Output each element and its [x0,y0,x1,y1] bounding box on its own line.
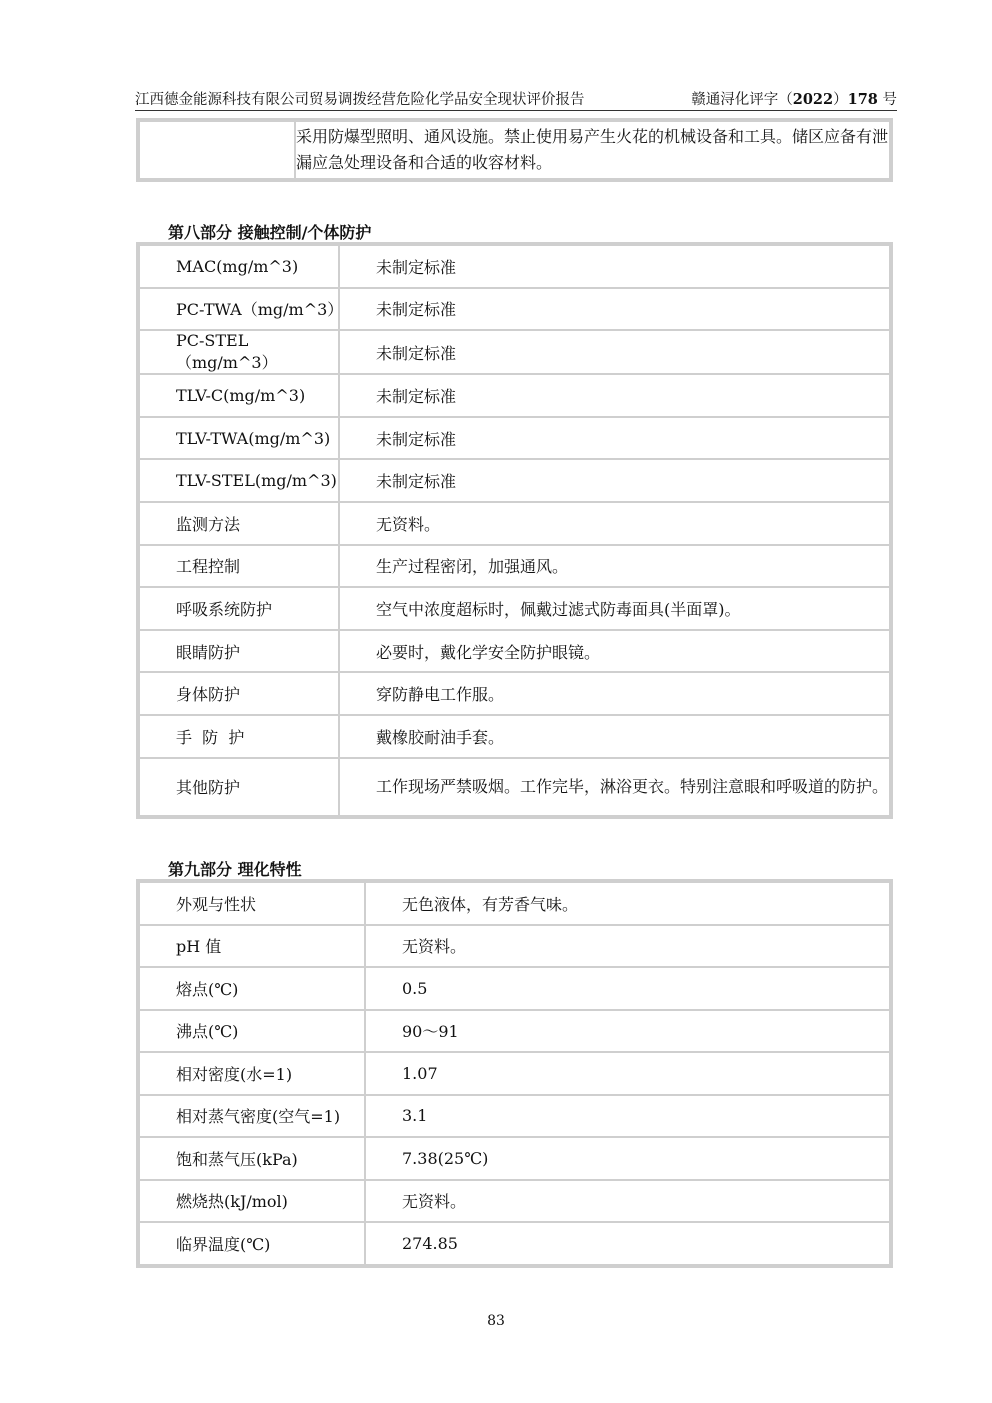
table-cell-value: 空气中浓度超标时，佩戴过滤式防毒面具(半面罩)。 [339,587,890,630]
table-cell-value: 未制定标准 [339,459,890,502]
page-header [135,86,897,111]
table-cell-value: 必要时，戴化学安全防护眼镜。 [339,630,890,673]
table-cell-key: 外观与性状 [139,882,365,925]
table-cell-key: PC-STEL（mg/m^3） [139,330,339,374]
table-row [139,1137,890,1180]
table-row [139,630,890,673]
table-cell-value: 0.5 [365,967,890,1010]
table-cell-key: PC-TWA（mg/m^3） [139,288,339,331]
table-cell-key: 临界温度(℃) [139,1222,365,1265]
table-row [139,121,890,179]
table-cell-value: 274.85 [365,1222,890,1265]
header-report-number: 赣通浔化评字（2022）178 号 [691,91,897,108]
table-cell-value: 1.07 [365,1052,890,1095]
table-row [139,1052,890,1095]
table-row [139,882,890,925]
table-cell-value: 未制定标准 [339,374,890,417]
table-cell-key: 沸点(℃) [139,1010,365,1053]
table-cell-key: TLV-TWA(mg/m^3) [139,417,339,460]
table-cell-value: 无资料。 [365,1180,890,1223]
table-cell-key: TLV-STEL(mg/m^3) [139,459,339,502]
table-cell-key: 监测方法 [139,502,339,545]
table-cell-key: 工程控制 [139,545,339,588]
table-row [139,1095,890,1138]
table-row [139,1180,890,1223]
table-cell-value: 未制定标准 [339,417,890,460]
table-cell-value: 戴橡胶耐油手套。 [339,715,890,758]
table-row [139,925,890,968]
table-cell-value: 无色液体，有芳香气味。 [365,882,890,925]
table-cell-value: 未制定标准 [339,330,890,374]
table-row [139,587,890,630]
table-cell-key: 饱和蒸气压(kPa) [139,1137,365,1180]
table-cell-value: 生产过程密闭，加强通风。 [339,545,890,588]
table-cell-key: MAC(mg/m^3) [139,245,339,288]
table-row [139,459,890,502]
table-cell-key [139,121,295,179]
table-row [139,1010,890,1053]
table-cell-value: 穿防静电工作服。 [339,672,890,715]
table-cell-value: 3.1 [365,1095,890,1138]
table-row [139,545,890,588]
table-cell-key: 呼吸系统防护 [139,587,339,630]
table-cell-key: 身体防护 [139,672,339,715]
table-row [139,245,890,288]
section-9-title: 第九部分 理化特性 [168,860,302,879]
header-report-title: 江西德金能源科技有限公司贸易调拨经营危险化学品安全现状评价报告 [135,92,585,108]
exposure-control-table [136,242,893,819]
table-cell-key: TLV-C(mg/m^3) [139,374,339,417]
table-cell-value: 工作现场严禁吸烟。工作完毕，淋浴更衣。特别注意眼和呼吸道的防护。 [339,758,890,816]
table-cell-value: 7.38(25℃) [365,1137,890,1180]
table-row [139,672,890,715]
table-row [139,967,890,1010]
table-row [139,1222,890,1265]
table-cell-key: 其他防护 [139,758,339,816]
physical-properties-table [136,879,893,1268]
table-cell-value: 无资料。 [365,925,890,968]
table-row [139,374,890,417]
table-cell-key: pH 值 [139,925,365,968]
table-cell-value: 采用防爆型照明、通风设施。禁止使用易产生火花的机械设备和工具。储区应备有泄漏应急处理设备和合适的收容材料。 [295,121,890,179]
table-cell-value: 无资料。 [339,502,890,545]
page-number: 83 [487,1313,505,1329]
table-cell-key: 燃烧热(kJ/mol) [139,1180,365,1223]
table-cell-key: 熔点(℃) [139,967,365,1010]
table-cell-key: 相对密度(水=1) [139,1052,365,1095]
table-cell-key: 相对蒸气密度(空气=1) [139,1095,365,1138]
section-8-title: 第八部分 接触控制/个体防护 [168,223,372,242]
table-row [139,330,890,374]
table-cell-key: 眼睛防护 [139,630,339,673]
table-row [139,288,890,331]
table-cell-value: 90～91 [365,1010,890,1053]
table-cell-value: 未制定标准 [339,245,890,288]
table-row [139,417,890,460]
storage-continuation-table [136,118,893,182]
table-row [139,715,890,758]
table-row [139,758,890,816]
table-cell-value: 未制定标准 [339,288,890,331]
table-row [139,502,890,545]
table-cell-key: 手 防 护 [139,715,339,758]
